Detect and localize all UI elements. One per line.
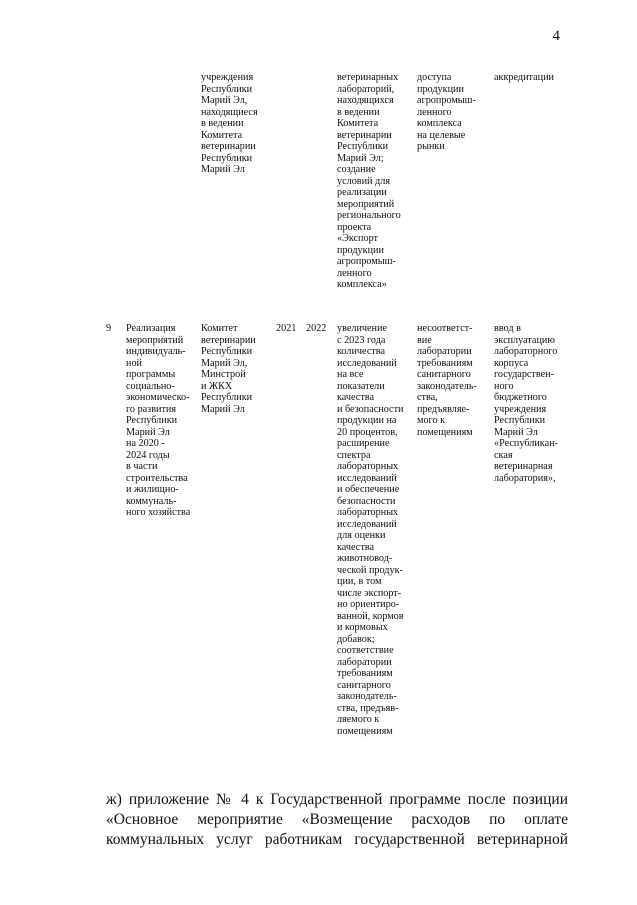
measure-name-cell: Реализация мероприятий индивидуаль- ной программы социально- экономическо- го развития Республики Марий Эл на 2020 - 2024 годы в части строительства и жилищно- коммуналь- ного хозяйства — [126, 323, 191, 518]
paragraph-line: ж) приложение № 4 к Государственной программе после позиции — [106, 791, 568, 808]
paragraph-line: «Основное мероприятие «Возмещение расходов по оплате — [106, 811, 568, 828]
paragraph-line: коммунальных услуг работникам государственной ветеринарной — [106, 831, 568, 848]
start-year-cell: 2021 — [276, 323, 297, 334]
continued-responsible-cell: учреждения Республики Марий Эл, находящиеся в ведении Комитета ветеринарии Республики Марий Эл — [201, 72, 258, 175]
body-paragraph — [106, 790, 568, 850]
page-number: 4 — [552, 28, 560, 44]
continued-links-cell: аккредитации — [494, 72, 554, 83]
continued-consequences-cell: доступа продукции агропромыш- ленного комплекса на целевые рынки — [417, 72, 476, 152]
links-cell: ввод в эксплуатацию лабораторного корпуса государствен- ного бюджетного учреждения Республики Марий Эл «Республикан- ская ветеринарная лаборатория», — [494, 323, 558, 484]
results-cell: увеличение с 2023 года количества исследований на все показатели качества и безопасности продукции на 20 процентов, расширение спектра лабораторных исследований и обеспечение безопасности лабораторных исследований для оценки качества животновод- ческой продук- ции, в том числе экспорт- но ориентиро- ванной, кормов и кормовых добавок; соответствие лаборатории требованиям санитарного законодатель- ства, предъяв- ляемого к помещениям — [337, 323, 404, 737]
continued-results-cell: ветеринарных лабораторий, находящихся в ведении Комитета ветеринарии Республики Марий Эл; создание условий для реализации мероприятий регионального проекта «Экспорт продукции агропромыш- ленного комплекса» — [337, 72, 401, 290]
consequences-cell: несоответст- вие лаборатории требованиям санитарного законодатель- ства, предъявляе- мого к помещениям — [417, 323, 477, 438]
end-year-cell: 2022 — [306, 323, 327, 334]
responsible-cell: Комитет ветеринарии Республики Марий Эл, Минстрой и ЖКХ Республики Марий Эл — [201, 323, 256, 415]
row-number: 9 — [106, 323, 112, 334]
